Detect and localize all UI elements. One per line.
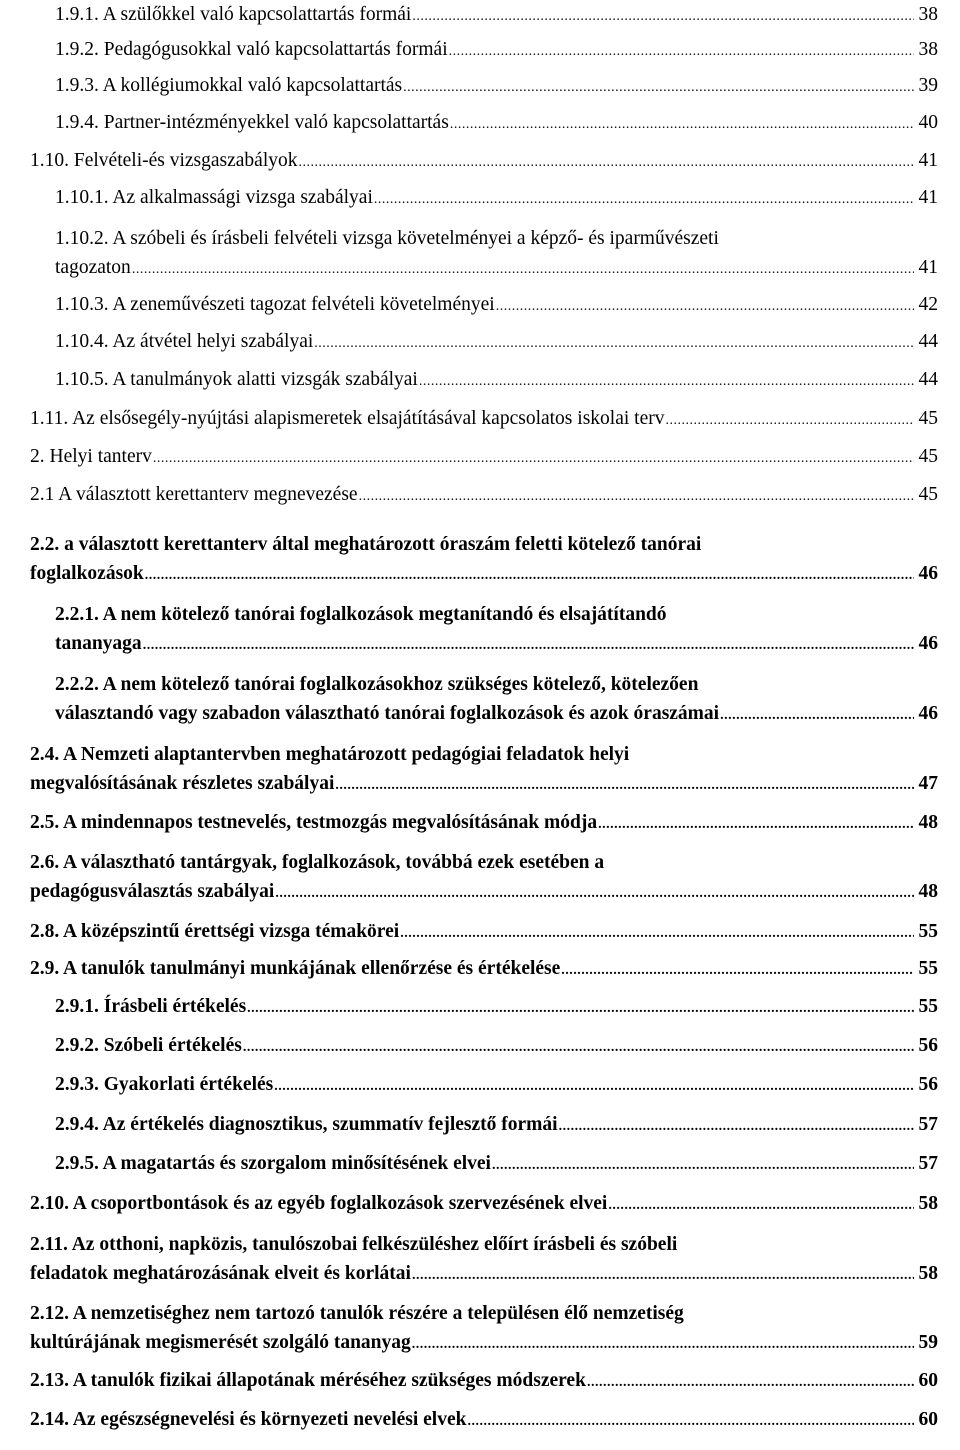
toc-page-number: 59: [918, 1332, 938, 1353]
toc-entry[interactable]: [55, 670, 938, 728]
toc-entry-title: 2.6. A választható tantárgyak, foglalkozások, továbbá ezek esetében a: [30, 852, 605, 873]
toc-entry[interactable]: [55, 1110, 938, 1139]
toc-page-number: 39: [918, 75, 938, 96]
toc-page-number: 38: [918, 39, 938, 60]
dot-leader: [153, 442, 914, 473]
toc-entry-title: 2.9.5. A magatartás és szorgalom minősítésének elvei: [55, 1153, 491, 1174]
toc-entry-title: 2.14. Az egészségnevelési és környezeti nevelési elvek: [30, 1409, 467, 1430]
toc-page-number: 45: [918, 484, 938, 505]
toc-entry-title: feladatok meghatározásának elveit és korlátai: [30, 1263, 411, 1284]
toc-entry[interactable]: [55, 327, 938, 356]
dot-leader: [412, 1328, 914, 1359]
toc-entry-title: 1.10. Felvételi-és vizsgaszabályok: [30, 150, 298, 171]
toc-entry-title: megvalósításának részletes szabályai: [30, 773, 335, 794]
toc-entry[interactable]: [30, 480, 938, 509]
toc-entry-title: 2.9.1. Írásbeli értékelés: [55, 996, 247, 1017]
dot-leader: [400, 917, 913, 948]
dot-leader: [247, 992, 913, 1023]
toc-page-number: 46: [918, 563, 938, 584]
toc-entry[interactable]: [55, 183, 938, 212]
dot-leader: [132, 253, 914, 284]
toc-entry-title: 1.10.2. A szóbeli és írásbeli felvételi vizsga követelményei a képző- és iparművészeti: [55, 228, 719, 249]
toc-entry[interactable]: [55, 992, 938, 1021]
toc-entry[interactable]: [55, 290, 938, 319]
toc-page-number: 56: [918, 1074, 938, 1095]
toc-entry[interactable]: [30, 530, 938, 588]
toc-page-number: 48: [918, 881, 938, 902]
toc-entry-title: 2.12. A nemzetiséghez nem tartozó tanulók részére a településen élő nemzetiség: [30, 1303, 684, 1324]
toc-page-number: 47: [918, 773, 938, 794]
toc-entry-title: foglalkozások: [30, 563, 144, 584]
dot-leader: [243, 1031, 914, 1062]
toc-entry-title: 2.2.2. A nem kötelező tanórai foglalkozásokhoz szükséges kötelező, kötelezően: [55, 674, 699, 695]
dot-leader: [412, 1259, 914, 1290]
dot-leader: [496, 290, 914, 321]
dot-leader: [335, 769, 913, 800]
dot-leader: [299, 146, 914, 177]
toc-entry-title: választandó vagy szabadon választható tanórai foglalkozások és azok óraszámai: [55, 703, 720, 724]
toc-entry-title: 2.10. A csoportbontások és az egyéb foglalkozások szervezésének elvei: [30, 1193, 608, 1214]
toc-entry[interactable]: [30, 808, 938, 837]
toc-entry-title: 2.8. A középszintű érettségi vizsga témakörei: [30, 921, 400, 942]
dot-leader: [145, 559, 914, 590]
dot-leader: [275, 877, 913, 908]
toc-entry[interactable]: [55, 365, 938, 394]
dot-leader: [449, 35, 914, 66]
toc-entry-title: 1.9.3. A kollégiumokkal való kapcsolattartás: [55, 75, 403, 96]
toc-entry[interactable]: [30, 848, 938, 906]
toc-entry-title: 1.10.4. Az átvétel helyi szabályai: [55, 331, 314, 352]
dot-leader: [598, 808, 913, 839]
toc-entry-title: 2.1 A választott kerettanterv megnevezése: [30, 484, 358, 505]
toc-entry-title: pedagógusválasztás szabályai: [30, 881, 275, 902]
dot-leader: [587, 1366, 914, 1397]
dot-leader: [665, 404, 913, 435]
toc-entry-title: 2.5. A mindennapos testnevelés, testmozgás megvalósításának módja: [30, 812, 598, 833]
toc-page-number: 46: [918, 703, 938, 724]
dot-leader: [559, 1110, 914, 1141]
toc-page-number: 44: [918, 331, 938, 352]
toc-entry[interactable]: [30, 917, 938, 946]
toc-entry-title: 2.11. Az otthoni, napközis, tanulószobai felkészüléshez előírt írásbeli és szóbeli: [30, 1234, 678, 1255]
dot-leader: [608, 1189, 913, 1220]
toc-page-number: 55: [918, 996, 938, 1017]
toc-page-number: 58: [918, 1193, 938, 1214]
toc-entry[interactable]: [55, 1031, 938, 1060]
toc-entry-title: 2.9. A tanulók tanulmányi munkájának ellenőrzése és értékelése: [30, 958, 561, 979]
toc-entry-title: tagozaton: [55, 257, 131, 278]
toc-page-number: 40: [918, 112, 938, 133]
toc-page-number: 44: [918, 369, 938, 390]
toc-entry-title: 1.10.3. A zeneművészeti tagozat felvételi követelményei: [55, 294, 495, 315]
toc-entry[interactable]: [55, 1070, 938, 1099]
toc-entry[interactable]: [30, 146, 938, 175]
toc-entry-title: 2.9.4. Az értékelés diagnosztikus, szummatív fejlesztő formái: [55, 1114, 558, 1135]
toc-entry-title: 2. Helyi tanterv: [30, 446, 152, 467]
toc-entry[interactable]: [55, 1149, 938, 1178]
dot-leader: [412, 0, 913, 31]
toc-entry-title: 2.9.2. Szóbeli értékelés: [55, 1035, 242, 1056]
toc-page-number: 48: [918, 812, 938, 833]
toc-entry[interactable]: [55, 35, 938, 64]
toc-entry-title: 2.13. A tanulók fizikai állapotának méréséhez szükséges módszerek: [30, 1370, 586, 1391]
toc-page-number: 41: [918, 257, 938, 278]
toc-entry[interactable]: [55, 224, 938, 282]
dot-leader: [492, 1149, 914, 1180]
toc-page-number: 57: [918, 1114, 938, 1135]
toc-entry-title: 2.2.1. A nem kötelező tanórai foglalkozások megtanítandó és elsajátítandó: [55, 604, 667, 625]
toc-entry-title: 1.9.2. Pedagógusokkal való kapcsolattartás formái: [55, 39, 448, 60]
dot-leader: [359, 480, 914, 511]
toc-entry-title: 1.9.4. Partner-intézményekkel való kapcsolattartás: [55, 112, 449, 133]
dot-leader: [450, 108, 914, 139]
toc-entry-title: 1.10.1. Az alkalmassági vizsga szabályai: [55, 187, 373, 208]
dot-leader: [561, 954, 913, 985]
toc-entry-title: 2.2. a választott kerettanterv által meghatározott óraszám feletti kötelező tanórai: [30, 534, 702, 555]
dot-leader: [143, 629, 914, 660]
toc-entry[interactable]: [55, 71, 938, 100]
dot-leader: [374, 183, 914, 214]
toc-entry-title: 1.9.1. A szülőkkel való kapcsolattartás formái: [55, 4, 412, 25]
toc-entry[interactable]: [30, 1366, 938, 1395]
toc-page-number: 56: [918, 1035, 938, 1056]
toc-entry[interactable]: [55, 108, 938, 137]
toc-entry-title: 1.10.5. A tanulmányok alatti vizsgák szabályai: [55, 369, 418, 390]
toc-page-number: 55: [918, 958, 938, 979]
toc-entry[interactable]: [30, 404, 938, 433]
toc-entry-title: 2.4. A Nemzeti alaptantervben meghatározott pedagógiai feladatok helyi: [30, 744, 630, 765]
dot-leader: [720, 699, 913, 730]
toc-page-number: 58: [918, 1263, 938, 1284]
toc-entry-title: 1.11. Az elsősegély-nyújtási alapismeretek elsajátításával kapcsolatos iskolai terv: [30, 408, 665, 429]
dot-leader: [274, 1070, 913, 1101]
toc-page-number: 45: [918, 446, 938, 467]
toc-page-number: 55: [918, 921, 938, 942]
toc-entry[interactable]: [30, 954, 938, 983]
dot-leader: [467, 1405, 913, 1436]
toc-entry[interactable]: [30, 442, 938, 471]
dot-leader: [314, 327, 913, 358]
toc-page-number: 41: [918, 187, 938, 208]
toc-entry[interactable]: [30, 1299, 938, 1357]
toc-entry[interactable]: [30, 740, 938, 798]
toc-entry[interactable]: [30, 1189, 938, 1218]
toc-entry[interactable]: [55, 600, 938, 658]
toc-entry-title: tananyaga: [55, 633, 142, 654]
toc-entry-title: kultúrájának megismerését szolgáló tananyag: [30, 1332, 411, 1353]
toc-entry-title: 2.9.3. Gyakorlati értékelés: [55, 1074, 274, 1095]
toc-page-number: 46: [918, 633, 938, 654]
toc-page-number: 38: [918, 4, 938, 25]
toc-page-number: 41: [918, 150, 938, 171]
toc-page-number: 57: [918, 1153, 938, 1174]
toc-page-number: 60: [918, 1370, 938, 1391]
toc-entry[interactable]: [55, 0, 938, 29]
toc-entry[interactable]: [30, 1405, 938, 1434]
toc-page-number: 45: [918, 408, 938, 429]
toc-entry[interactable]: [30, 1230, 938, 1288]
toc-page-number: 42: [918, 294, 938, 315]
toc-page-number: 60: [918, 1409, 938, 1430]
dot-leader: [403, 71, 913, 102]
dot-leader: [419, 365, 914, 396]
